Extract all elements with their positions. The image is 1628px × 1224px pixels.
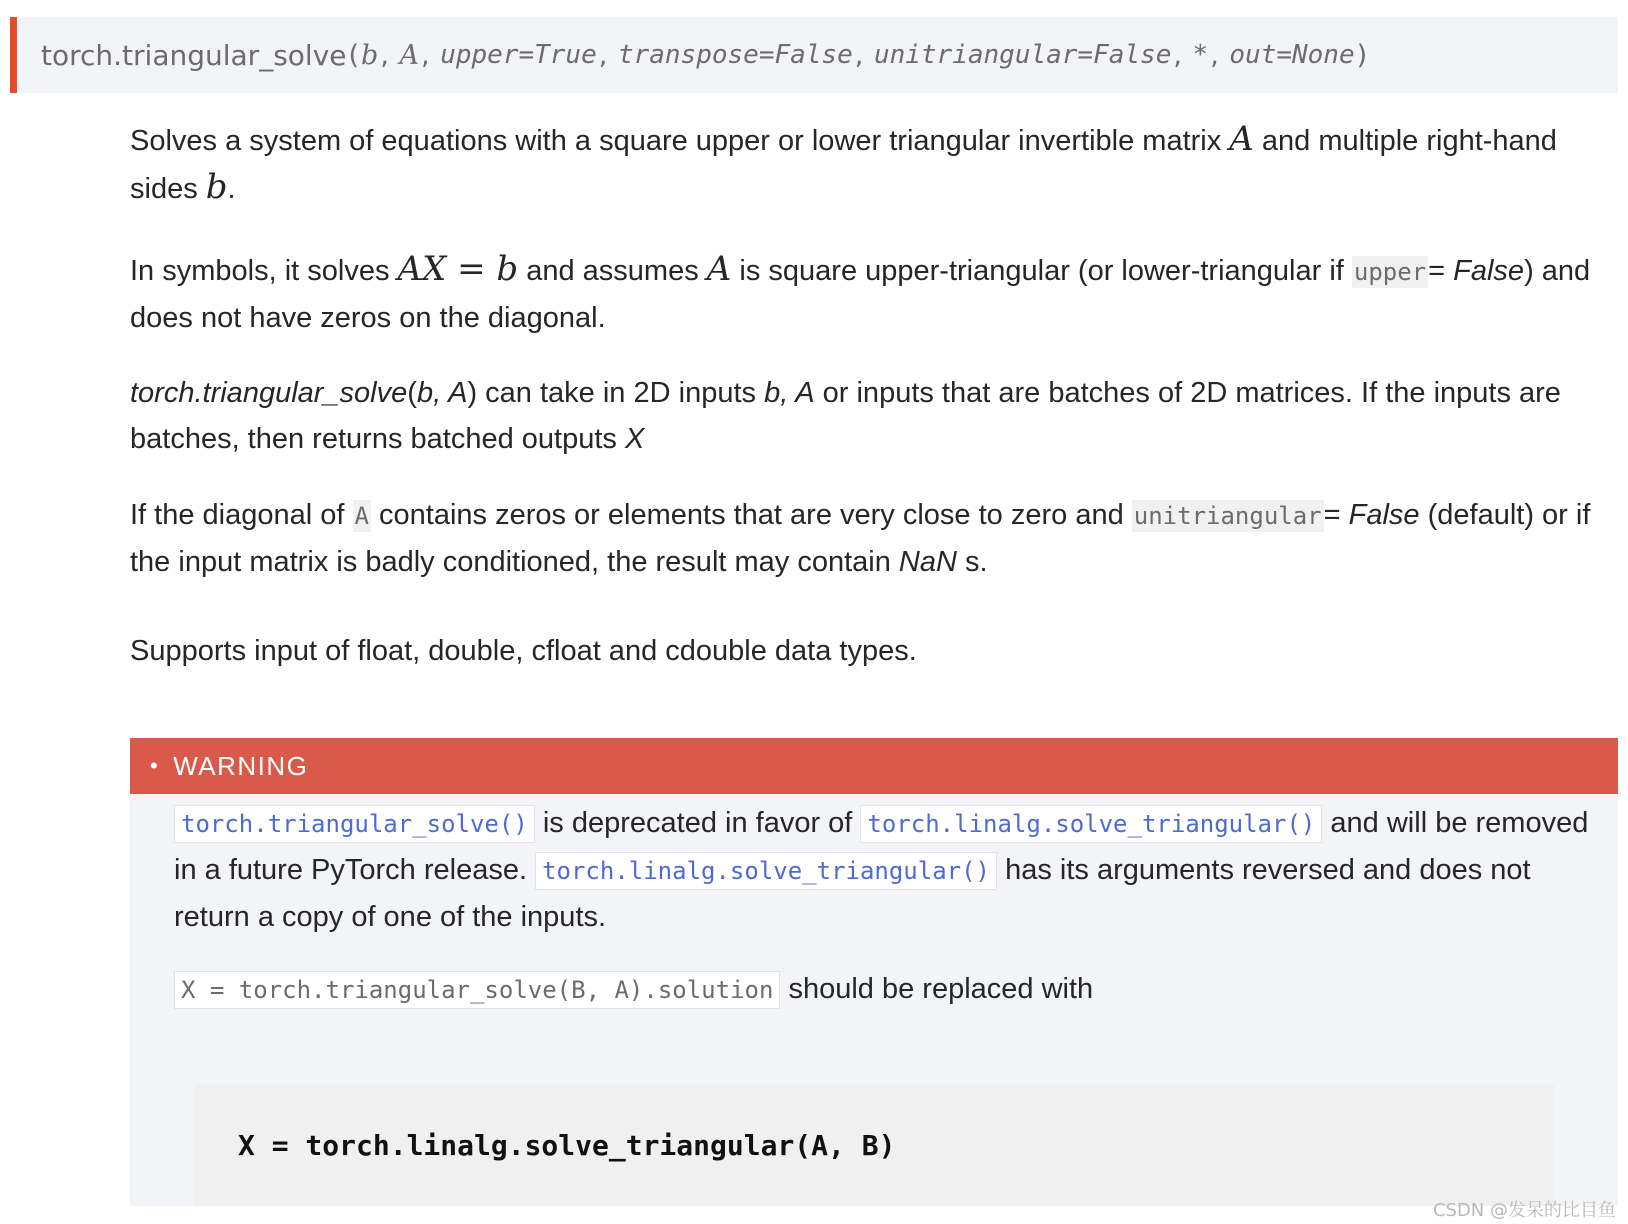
batch-paragraph: torch.triangular_solve(b, A) can take in 2D inputs b, A or inputs that are batches of 2D matrices. If the inputs are batches, then returns batched outputs X	[130, 377, 1561, 455]
math-equation: AX = b	[397, 249, 519, 289]
comma: ,	[1173, 39, 1182, 71]
comma: ,	[380, 39, 389, 71]
warning-title: WARNING	[173, 750, 309, 781]
comma: ,	[1210, 39, 1219, 71]
param-out: out=None	[1229, 40, 1355, 70]
param-upper: upper=True	[440, 40, 597, 70]
inline-code-old-call: X = torch.triangular_solve(B, A).solution	[174, 971, 780, 1009]
param-star: *	[1192, 40, 1209, 70]
emphasis-nan: NaN	[898, 546, 957, 578]
param-unitriangular: unitriangular=False	[873, 40, 1172, 70]
warning-body	[130, 794, 1618, 1206]
inline-code-A: A	[354, 502, 369, 530]
comma: ,	[854, 39, 864, 71]
symbols-paragraph: In symbols, it solves AX = b and assumes A is square upper-triangular (or lower-triangular if upper= False) and does not have zeros on the diagonal.	[130, 249, 1591, 334]
open-paren: (	[348, 39, 360, 71]
code-block: X = torch.linalg.solve_triangular(A, B)	[194, 1084, 1554, 1206]
param-A: A	[399, 39, 420, 71]
description-paragraph: Solves a system of equations with a square upper or lower triangular invertible matrix A and multiple right-hand sides b.	[130, 119, 1557, 207]
function-signature	[10, 17, 1618, 93]
emphasis-X: X	[624, 423, 645, 455]
replacement-paragraph: X = torch.triangular_solve(B, A).solution should be replaced with	[174, 966, 1594, 1013]
watermark: CSDN @发呆的比目鱼	[1432, 1200, 1616, 1221]
inline-code-upper: upper	[1353, 258, 1427, 286]
emphasis-inputs: b, A	[764, 377, 815, 409]
function-name: torch.triangular_solve	[41, 38, 347, 72]
warning-header	[130, 738, 1618, 794]
link-solve-triangular[interactable]: torch.linalg.solve_triangular()	[860, 805, 1322, 843]
math-b: b	[205, 167, 228, 207]
emphasis-call: torch.triangular_solve	[130, 377, 408, 409]
emphasis-false: False	[1348, 499, 1420, 531]
param-b: b	[361, 39, 379, 71]
link-triangular-solve[interactable]: torch.triangular_solve()	[174, 805, 535, 843]
diagonal-paragraph: If the diagonal of A contains zeros or elements that are very close to zero and unitriangular= False (default) or if the input matrix is badly conditioned, the result may contain NaN s.	[130, 499, 1591, 578]
math-A: A	[706, 249, 732, 289]
close-paren: )	[1356, 39, 1368, 71]
math-A: A	[1229, 119, 1254, 159]
inline-code-unitriangular: unitriangular	[1133, 502, 1322, 530]
dtype-paragraph: Supports input of float, double, cfloat and cdouble data types.	[130, 635, 917, 667]
emphasis-false: False	[1453, 255, 1525, 287]
link-solve-triangular[interactable]: torch.linalg.solve_triangular()	[535, 852, 997, 890]
param-transpose: transpose=False	[617, 40, 853, 70]
comma: ,	[598, 39, 608, 71]
bullet-icon: •	[150, 753, 160, 778]
deprecation-paragraph: torch.triangular_solve() is deprecated in favor of torch.linalg.solve_triangular() and will be removed in a future PyTorch release. torch.linalg.solve_triangular() has its arguments reversed and does not return a copy of one of the inputs.	[174, 807, 1589, 933]
comma: ,	[421, 39, 430, 71]
emphasis-args: b, A	[416, 377, 468, 409]
